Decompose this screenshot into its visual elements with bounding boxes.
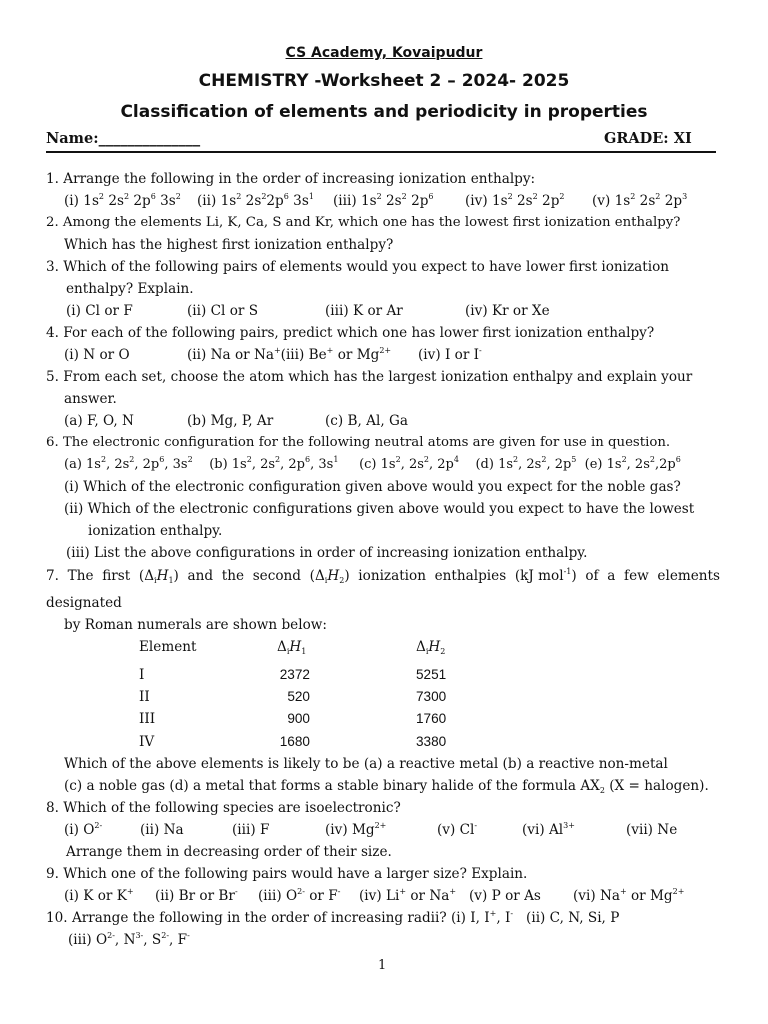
q6-part-ii: (ii) Which of the electronic configurations given above would you expect to have the lowest xyxy=(64,501,695,517)
table-cell-element: IV xyxy=(139,734,155,750)
q8-option-vi: (vi) $Al^{3+}$ xyxy=(522,821,575,838)
page-number: 1 xyxy=(378,958,387,973)
school-name: CS Academy, Kovaipudur xyxy=(285,45,483,61)
header-divider xyxy=(46,151,716,153)
q6-part-iii: (iii) List the above configurations in order of increasing ionization enthalpy. xyxy=(66,545,588,561)
q9-option-vi: (vi) Na+ or $Mg^{2+}$ xyxy=(573,887,685,904)
name-label: Name:______________ xyxy=(46,130,201,147)
table-header-h2: $\Delta_iH_2$ xyxy=(416,639,446,656)
q3-option-iii: (iii) K or Ar xyxy=(325,303,403,319)
q6-configurations: (a) $1s^2$, $2s^2$, $2p^6$, $3s^2$ (b) $1s^2$, $2s^2$, $2p^6$, $3s^1$ (c) $1s^2$, $2s^2$, $2p^4$ (d) $1s^2$, $2s^2$, $2p^5$ (e) $1s^2$, $2s^2,2p^6$ xyxy=(64,455,681,472)
question-7-cont-2: by Roman numerals are shown below: xyxy=(64,617,327,633)
question-9: 9. Which one of the following pairs would have a larger size? Explain. xyxy=(46,866,528,882)
question-7: 7. The first $(\Delta_iH_1)$ and the second $(\Delta_iH_2)$ ionization enthalpies (kJ mol$^{-1}$) of a few elements xyxy=(46,567,720,585)
table-cell-h1: 900 xyxy=(287,711,310,726)
question-10-cont: (iii) $O^{2-}$, $N^{3-}$, $S^{2-}$, F- xyxy=(68,931,190,948)
table-cell-h1: 1680 xyxy=(279,734,310,749)
q4-option-i: (i) N or O xyxy=(64,347,130,363)
question-7-cont: designated xyxy=(46,595,122,611)
q8-option-ii: (ii) Na xyxy=(140,822,184,838)
q9-option-v: (v) P or As xyxy=(469,888,541,904)
table-header-h1: $\Delta_iH_1$ xyxy=(277,639,307,656)
q4-option-ii-iii: (ii) Na or Na+(iii) Be+ or $Mg^{2+}$ xyxy=(187,346,392,363)
q3-option-ii: (ii) Cl or S xyxy=(187,303,259,319)
q6-part-ii-cont: ionization enthalpy. xyxy=(88,523,223,539)
q1-option-ii: (ii) $1s^2$ $2s^22p^6$ $3s^1$ xyxy=(197,192,314,209)
q5-option-a: (a) F, O, N xyxy=(64,413,134,429)
table-cell-element: III xyxy=(139,711,156,727)
table-cell-h2: 3380 xyxy=(416,734,447,749)
q8-option-v: (v) Cl- xyxy=(437,821,478,838)
q8-instruction: Arrange them in decreasing order of their size. xyxy=(66,844,392,860)
question-6: 6. The electronic configuration for the following neutral atoms are given for use in question. xyxy=(46,435,671,450)
q9-option-iii: (iii) $O^{2-}$ or F- xyxy=(258,887,341,904)
question-2: 2. Among the elements Li, K, Ca, S and Kr, which one has the lowest first ionization enthalpy? xyxy=(46,215,681,230)
table-cell-h2: 1760 xyxy=(416,711,447,726)
worksheet-subtitle: Classification of elements and periodicity in properties xyxy=(120,102,648,122)
question-5: 5. From each set, choose the atom which has the largest ionization enthalpy and explain your xyxy=(46,369,693,385)
table-cell-h2: 7300 xyxy=(416,689,447,704)
q4-option-iv: (iv) I or I- xyxy=(418,346,482,363)
question-3: 3. Which of the following pairs of elements would you expect to have lower first ionization xyxy=(46,259,670,275)
q1-option-iii: (iii) $1s^2$ $2s^2$ $2p^6$ xyxy=(333,192,434,209)
question-1: 1. Arrange the following in the order of increasing ionization enthalpy: xyxy=(46,171,536,187)
question-2-cont: Which has the highest first ionization enthalpy? xyxy=(64,237,394,253)
q9-option-ii: (ii) Br or Br- xyxy=(155,887,238,904)
q7-question: Which of the above elements is likely to be (a) a reactive metal (b) a reactive non-metal xyxy=(64,756,668,772)
q8-option-vii: (vii) Ne xyxy=(626,822,678,838)
q5-option-b: (b) Mg, P, Ar xyxy=(187,413,274,429)
q6-part-i: (i) Which of the electronic configuration given above would you expect for the noble gas? xyxy=(64,479,681,495)
q3-option-i: (i) Cl or F xyxy=(66,303,133,319)
question-4: 4. For each of the following pairs, predict which one has lower first ionization enthalpy? xyxy=(46,325,655,341)
q9-option-iv: (iv) Li+ or Na+ xyxy=(359,887,457,904)
question-8: 8. Which of the following species are isoelectronic? xyxy=(46,800,401,816)
q1-option-iv: (iv) $1s^2$ $2s^2$ $2p^2$ xyxy=(465,192,565,209)
table-cell-element: I xyxy=(139,667,145,683)
table-cell-h1: 520 xyxy=(287,689,310,704)
q1-option-i: (i) $1s^2$ $2s^2$ $2p^6$ $3s^2$ xyxy=(64,192,181,209)
table-header-element: Element xyxy=(139,639,197,655)
q8-option-iii: (iii) F xyxy=(232,822,270,838)
q7-question-cont: (c) a noble gas (d) a metal that forms a stable binary halide of the formula $AX_2$ (X = halogen). xyxy=(64,778,709,795)
q5-option-c: (c) B, Al, Ga xyxy=(325,413,408,429)
table-cell-h2: 5251 xyxy=(416,667,447,682)
worksheet-title: CHEMISTRY -Worksheet 2 – 2024- 2025 xyxy=(198,71,570,91)
q1-option-v: (v) $1s^2$ $2s^2$ $2p^3$ xyxy=(592,192,688,209)
table-cell-element: II xyxy=(139,689,150,705)
q8-option-i: (i) $O^{2-}$ xyxy=(64,821,103,838)
q9-option-i: (i) K or K+ xyxy=(64,887,134,904)
question-3-cont: enthalpy? Explain. xyxy=(66,281,194,297)
q3-option-iv: (iv) Kr or Xe xyxy=(465,303,550,319)
q8-option-iv: (iv) $Mg^{2+}$ xyxy=(325,821,387,838)
grade-label: GRADE: XI xyxy=(604,130,692,147)
table-cell-h1: 2372 xyxy=(279,667,310,682)
question-10: 10. Arrange the following in the order of increasing radii? (i) I, I+, I- (ii) C, N, Si, P xyxy=(46,909,620,926)
question-5-cont: answer. xyxy=(64,391,117,407)
